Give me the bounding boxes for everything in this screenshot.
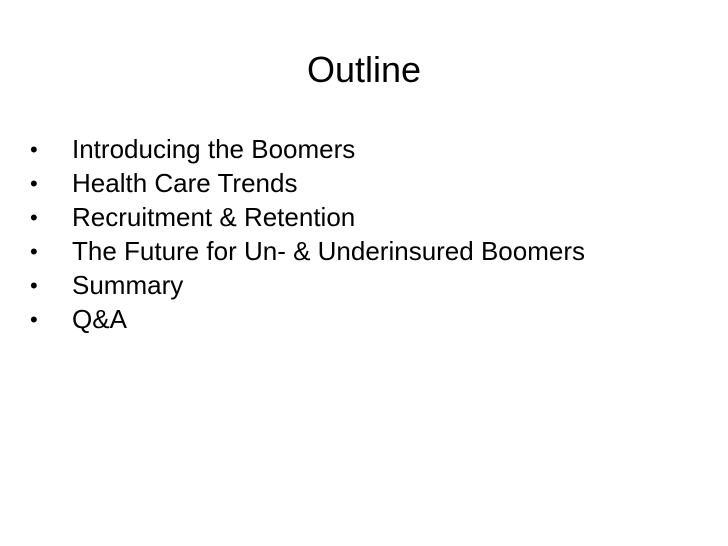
bullet-icon: • [30,307,38,332]
list-item [30,269,670,302]
slide-title: Outline [306,49,422,90]
list-item [30,235,670,268]
bullet-list [30,133,670,337]
list-item-text: The Future for Un- & Underinsured Boomers [72,236,585,266]
list-item-text: Introducing the Boomers [72,134,356,164]
list-item-text: Q&A [72,304,127,334]
bullet-icon: • [30,273,38,298]
list-item [30,167,670,200]
bullet-icon: • [30,205,38,230]
bullet-icon: • [30,137,38,162]
list-item-text: Health Care Trends [72,168,298,198]
bullet-icon: • [30,171,38,196]
bullet-icon: • [30,239,38,264]
list-item-text: Recruitment & Retention [72,202,356,232]
list-item [30,201,670,234]
list-item [30,303,670,336]
list-item-text: Summary [72,270,184,300]
list-item [30,133,670,166]
